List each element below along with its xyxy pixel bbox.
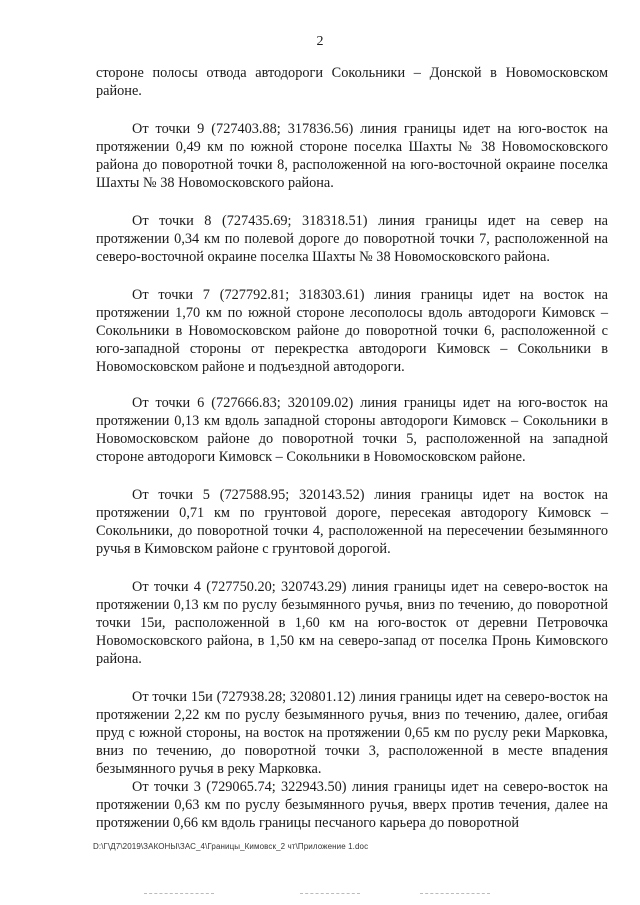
document-body xyxy=(96,64,608,832)
paragraph-point-5: От точки 5 (727588.95; 320143.52) линия границы идет на восток на протяжении 0,71 км по грунтовой дороге, пересекая автодорогу Кимовск – Сокольники, до поворотной точки 4, расположенной на пересечении безымянного ручья в Кимовском районе с грунтовой дорогой. xyxy=(96,487,608,557)
scan-artifact-dashes-right xyxy=(420,893,490,894)
footer-file-path: D:\Г\Д7\2019\ЗАКОНЫ\ЗАС_4\Границы_Кимовск_2 чт\Приложение 1.doc xyxy=(93,842,369,851)
paragraph-point-6: От точки 6 (727666.83; 320109.02) линия границы идет на юго-восток на протяжении 0,13 км вдоль западной стороны автодороги Кимовск – Сокольники в Новомосковском районе до поворотной точки 5, расположенной на западной стороне автодороги Кимовск – Сокольники в Новомосковском районе. xyxy=(96,395,608,465)
paragraph-point-8: От точки 8 (727435.69; 318318.51) линия границы идет на север на протяжении 0,34 км по полевой дороге до поворотной точки 7, расположенной на северо-восточной окраине поселка Шахты № 38 Новомосковского района. xyxy=(96,213,608,265)
paragraph-point-3: От точки 3 (729065.74; 322943.50) линия границы идет на северо-восток на протяжении 0,63 км по руслу безымянного ручья, вверх против течения, далее на протяжении 0,66 км вдоль границы песчаного карьера до поворотной xyxy=(96,779,608,831)
paragraph-continuation: стороне полосы отвода автодороги Сокольники – Донской в Новомосковском районе. xyxy=(96,65,608,99)
page-number: 2 xyxy=(316,34,324,49)
paragraph-point-4: От точки 4 (727750.20; 320743.29) линия границы идет на северо-восток на протяжении 0,13 км по руслу безымянного ручья, вниз по течению, до поворотной точки 15и, расположенной в 1,60 км на юго-восток от деревни Петровочка Новомосковского района, в 1,50 км на северо-запад от поселка Пронь Кимовского района. xyxy=(96,579,608,667)
paragraph-point-7: От точки 7 (727792.81; 318303.61) линия границы идет на восток на протяжении 1,70 км по южной стороне лесополосы вдоль автодороги Кимовск – Сокольники в Новомосковском районе до поворотной точки 6, расположенной с юго-западной стороны от перекрестка автодороги Кимовск – Сокольники в Новомосковском районе и подъездной автодороги. xyxy=(96,287,608,375)
scan-artifact-dashes-center xyxy=(300,893,360,894)
scan-artifact-dashes-left xyxy=(144,893,214,894)
paragraph-point-15i: От точки 15и (727938.28; 320801.12) линия границы идет на северо-восток на протяжении 2,22 км по руслу безымянного ручья, вниз по течению, далее, огибая пруд с южной стороны, на восток на протяжении 0,65 км по руслу реки Марковка, вниз по течению, до поворотной точки 3, расположенной в месте впадения безымянного ручья в реку Марковка. xyxy=(96,689,608,777)
paragraph-point-9: От точки 9 (727403.88; 317836.56) линия границы идет на юго-восток на протяжении 0,49 км по южной стороне поселка Шахты № 38 Новомосковского района до поворотной точки 8, расположенной на юго-восточной окраине поселка Шахты № 38 Новомосковского района. xyxy=(96,121,608,191)
